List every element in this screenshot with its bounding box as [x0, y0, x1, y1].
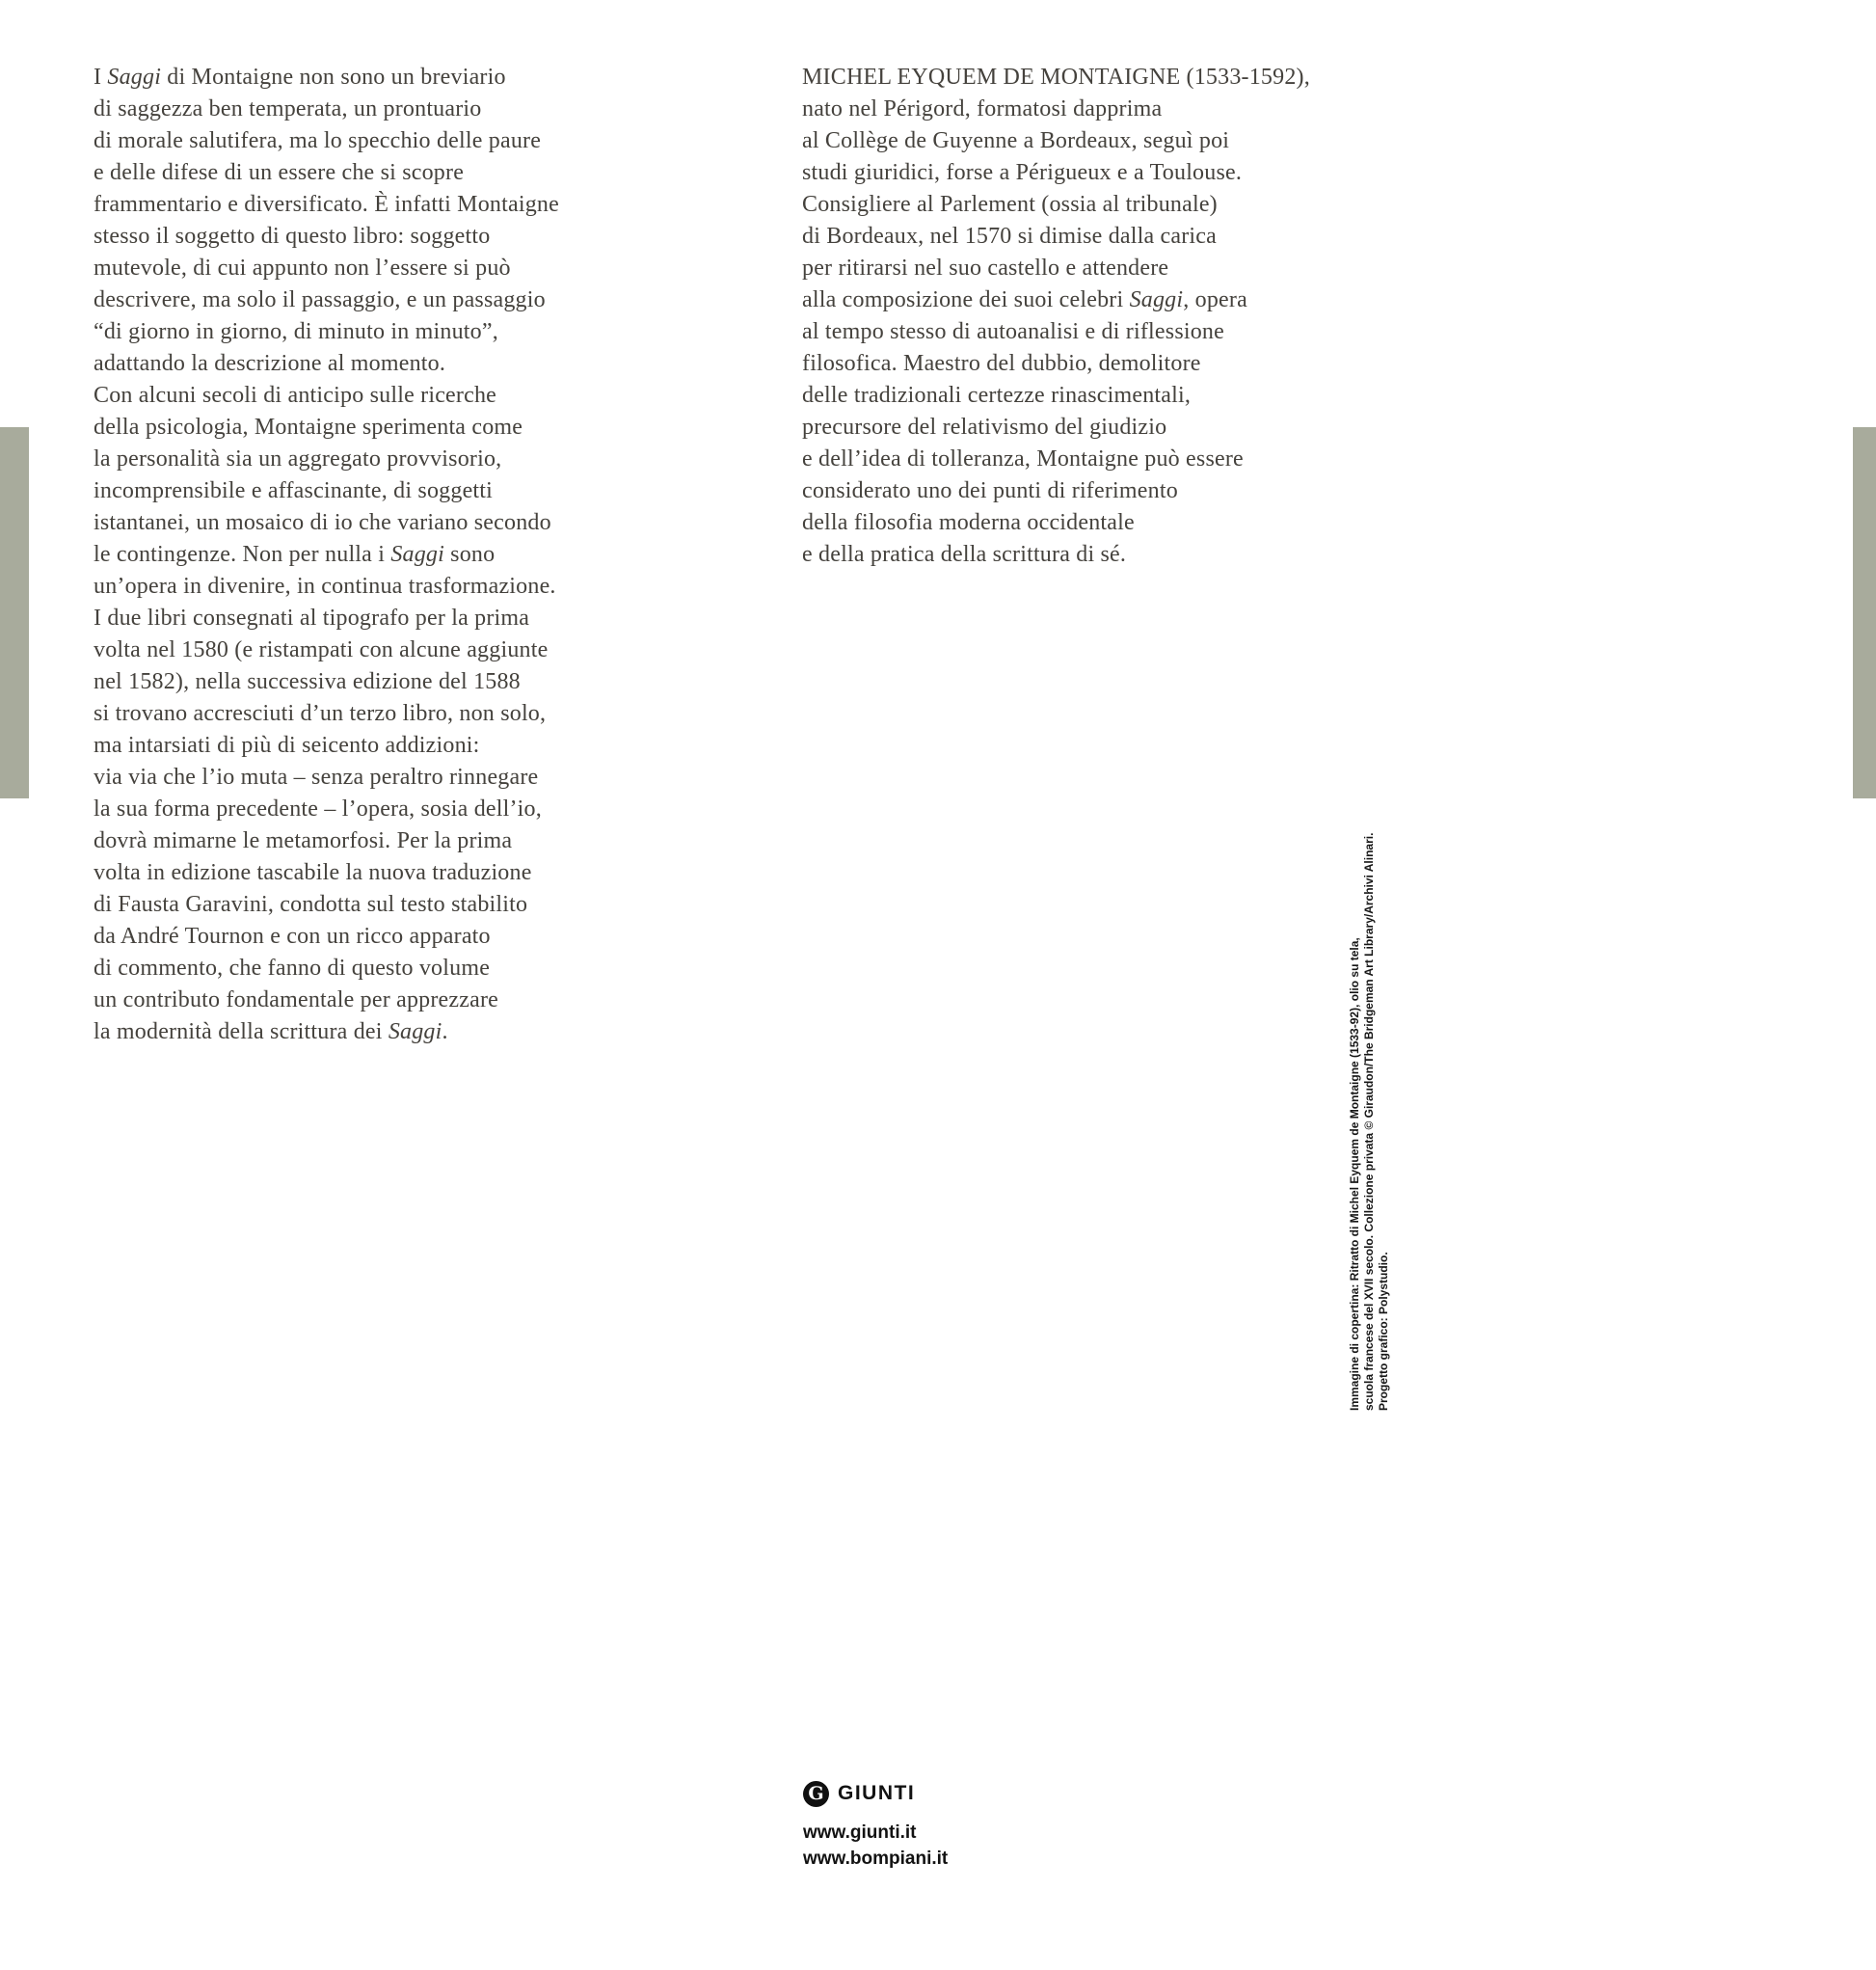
text-segment: MICHEL EYQUEM DE MONTAIGNE (1533-1592),	[802, 65, 1310, 90]
text-segment: la modernità della scrittura dei	[94, 1019, 389, 1044]
text-segment: e della pratica della scrittura di sé.	[802, 542, 1127, 567]
text-line	[94, 380, 672, 412]
text-line	[94, 730, 672, 762]
text-segment: nato nel Périgord, formatosi dapprima	[802, 96, 1163, 121]
text-segment: al Collège de Guyenne a Bordeaux, seguì poi	[802, 128, 1230, 153]
text-line	[94, 794, 672, 825]
text-line	[1348, 774, 1362, 1411]
text-line	[94, 62, 672, 94]
text-segment: precursore del relativismo del giudizio	[802, 415, 1167, 440]
text-segment: di Bordeaux, nel 1570 si dimise dalla carica	[802, 224, 1218, 249]
text-segment: considerato uno dei punti di riferimento	[802, 478, 1178, 503]
text-segment: di Montaigne non sono un breviario	[161, 65, 506, 90]
text-segment: istantanei, un mosaico di io che variano secondo	[94, 510, 551, 535]
text-segment: e dell’idea di tolleranza, Montaigne può essere	[802, 446, 1244, 472]
text-segment: I due libri consegnati al tipografo per la prima	[94, 606, 530, 631]
text-line	[802, 284, 1380, 316]
text-segment: di saggezza ben temperata, un prontuario	[94, 96, 482, 121]
text-line	[802, 412, 1380, 444]
text-segment: nel 1582), nella successiva edizione del 1588	[94, 669, 521, 694]
text-line	[802, 475, 1380, 507]
text-segment: mutevole, di cui appunto non l’essere si può	[94, 256, 511, 281]
text-line	[94, 539, 672, 571]
italic-text: Saggi	[390, 542, 444, 567]
text-segment: filosofica. Maestro del dubbio, demolitore	[802, 351, 1201, 376]
text-segment: volta nel 1580 (e ristampati con alcune aggiunte	[94, 637, 549, 662]
biography-column	[802, 62, 1380, 571]
text-segment: alla composizione dei suoi celebri	[802, 287, 1130, 312]
publisher-block	[803, 1779, 948, 1872]
text-segment: dovrà mimarne le metamorfosi. Per la prima	[94, 828, 513, 853]
text-line	[94, 857, 672, 889]
text-segment: un contributo fondamentale per apprezzare	[94, 987, 498, 1012]
text-segment: adattando la descrizione al momento.	[94, 351, 446, 376]
text-segment: per ritirarsi nel suo castello e attendere	[802, 256, 1169, 281]
text-segment: stesso il soggetto di questo libro: soggetto	[94, 224, 491, 249]
text-line	[802, 507, 1380, 539]
text-segment: volta in edizione tascabile la nuova traduzione	[94, 860, 532, 885]
text-line	[802, 62, 1380, 94]
italic-text: Saggi	[107, 65, 162, 90]
right-edge-bar	[1853, 427, 1876, 798]
text-line	[94, 1016, 672, 1048]
text-segment: sono	[443, 542, 496, 567]
text-segment: la sua forma precedente – l’opera, sosia dell’io,	[94, 796, 542, 822]
text-segment: di commento, che fanno di questo volume	[94, 956, 491, 981]
photo-credit-vertical	[1348, 774, 1391, 1411]
text-segment: via via che l’io muta – senza peraltro rinnegare	[94, 765, 539, 790]
text-line	[802, 221, 1380, 253]
text-line	[803, 1846, 948, 1872]
text-line	[94, 284, 672, 316]
text-line	[94, 634, 672, 666]
text-line	[802, 125, 1380, 157]
text-segment: Consigliere al Parlement (ossia al tribunale)	[802, 192, 1218, 217]
text-segment: frammentario e diversificato. È infatti Montaigne	[94, 192, 559, 217]
text-line	[94, 603, 672, 634]
text-line	[1362, 774, 1377, 1411]
italic-text: Saggi	[1129, 287, 1184, 312]
text-line	[94, 253, 672, 284]
text-segment: “di giorno in giorno, di minuto in minuto”,	[94, 319, 498, 344]
text-line	[802, 189, 1380, 221]
text-segment: della filosofia moderna occidentale	[802, 510, 1135, 535]
text-segment: www.bompiani.it	[803, 1849, 949, 1869]
text-line	[94, 444, 672, 475]
publisher-urls	[803, 1820, 948, 1872]
text-segment: I	[94, 65, 108, 90]
text-segment: ma intarsiati di più di seicento addizioni:	[94, 733, 480, 758]
text-segment: delle tradizionali certezze rinascimentali,	[802, 383, 1192, 408]
text-segment: e delle difese di un essere che si scopre	[94, 160, 465, 185]
text-line	[94, 825, 672, 857]
synopsis-column	[94, 62, 672, 1048]
text-line	[94, 348, 672, 380]
text-segment: un’opera in divenire, in continua trasformazione.	[94, 574, 556, 599]
text-segment: incomprensibile e affascinante, di soggetti	[94, 478, 494, 503]
text-line	[94, 953, 672, 985]
text-segment: scuola francese del XVII secolo. Collezione privata © Giraudon/The Bridgeman Art Library/Archivi Alinari.	[1362, 832, 1376, 1411]
text-segment: di Fausta Garavini, condotta sul testo stabilito	[94, 892, 528, 917]
text-line	[94, 571, 672, 603]
text-line	[94, 475, 672, 507]
text-line	[802, 157, 1380, 189]
text-line	[803, 1820, 948, 1846]
text-segment: la personalità sia un aggregato provvisorio,	[94, 446, 502, 472]
text-line	[94, 762, 672, 794]
text-segment: della psicologia, Montaigne sperimenta come	[94, 415, 523, 440]
text-segment: al tempo stesso di autoanalisi e di riflessione	[802, 319, 1224, 344]
text-line	[802, 94, 1380, 125]
text-line	[94, 507, 672, 539]
text-line	[802, 539, 1380, 571]
text-line	[802, 253, 1380, 284]
text-line	[1377, 774, 1391, 1411]
text-segment: le contingenze. Non per nulla i	[94, 542, 391, 567]
text-line	[94, 189, 672, 221]
text-segment: da André Tournon e con un ricco apparato	[94, 924, 491, 949]
text-line	[94, 666, 672, 698]
text-line	[802, 316, 1380, 348]
left-edge-bar	[0, 427, 29, 798]
text-line	[94, 889, 672, 921]
italic-text: Saggi	[388, 1019, 442, 1044]
text-line	[94, 221, 672, 253]
text-line	[94, 94, 672, 125]
text-segment: studi giuridici, forse a Périgueux e a Toulouse.	[802, 160, 1243, 185]
giunti-logo-text: GIUNTI	[838, 1782, 916, 1804]
text-segment: , opera	[1183, 287, 1247, 312]
text-segment: si trovano accresciuti d’un terzo libro, non solo,	[94, 701, 547, 726]
text-line	[94, 316, 672, 348]
text-segment: di morale salutifera, ma lo specchio delle paure	[94, 128, 542, 153]
text-line	[94, 157, 672, 189]
publisher-logo-row	[803, 1779, 948, 1808]
text-segment: .	[442, 1019, 448, 1044]
text-line	[94, 125, 672, 157]
text-line	[802, 380, 1380, 412]
text-segment: Progetto grafico: Polystudio.	[1377, 1252, 1390, 1411]
text-segment: Immagine di copertina: Ritratto di Michel Eyquem de Montaigne (1533-92), olio su tela,	[1348, 937, 1361, 1411]
text-segment: www.giunti.it	[803, 1822, 917, 1843]
text-line	[94, 698, 672, 730]
giunti-logo-icon: G	[803, 1781, 829, 1807]
text-line	[802, 444, 1380, 475]
text-segment: Con alcuni secoli di anticipo sulle ricerche	[94, 383, 496, 408]
text-line	[94, 921, 672, 953]
text-line	[94, 985, 672, 1016]
text-segment: descrivere, ma solo il passaggio, e un passaggio	[94, 287, 546, 312]
text-line	[94, 412, 672, 444]
text-line	[802, 348, 1380, 380]
